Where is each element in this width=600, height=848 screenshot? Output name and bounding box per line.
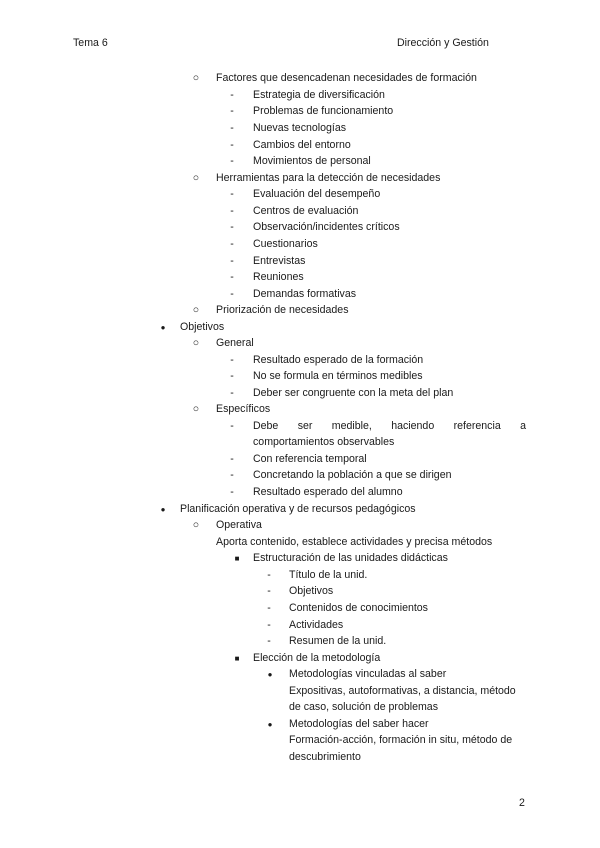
especificos-heading: Específicos xyxy=(216,403,271,415)
list-item: Resultado esperado del alumno xyxy=(253,486,403,498)
factores-heading: Factores que desencadenan necesidades de formación xyxy=(216,72,477,84)
bullet-icon: ● xyxy=(267,670,273,679)
herramientas-heading: Herramientas para la detección de necesidades xyxy=(216,172,441,184)
word: referencia xyxy=(453,420,501,432)
dash-icon: - xyxy=(230,255,234,267)
dash-icon: - xyxy=(230,453,234,465)
circle-bullet-icon: ○ xyxy=(192,304,200,316)
word: haciendo xyxy=(391,420,435,432)
metodologias-hacer-heading: Metodologías del saber hacer xyxy=(289,718,429,730)
list-item: Demandas formativas xyxy=(253,288,357,300)
list-item: Concretando la población a que se dirigen xyxy=(253,469,452,481)
dash-icon: - xyxy=(230,89,234,101)
list-item: Reuniones xyxy=(253,271,304,283)
paragraph-line: Formación-acción, formación in situ, método de xyxy=(289,734,513,746)
list-item: Centros de evaluación xyxy=(253,205,359,217)
bullet-icon: ● xyxy=(160,505,166,514)
metodologias-saber-heading: Metodologías vinculadas al saber xyxy=(289,668,447,680)
list-item-continuation: comportamientos observables xyxy=(253,436,395,448)
list-item: No se formula en términos medibles xyxy=(253,370,423,382)
dash-icon: - xyxy=(267,635,271,647)
dash-icon: - xyxy=(230,188,234,200)
word: Debe xyxy=(253,420,279,432)
list-item: Observación/incidentes críticos xyxy=(253,221,400,233)
square-bullet-icon: ■ xyxy=(234,554,240,563)
list-item: Resumen de la unid. xyxy=(289,635,387,647)
planificacion-heading: Planificación operativa y de recursos pedagógicos xyxy=(180,503,416,515)
dash-icon: - xyxy=(230,105,234,117)
word: ser xyxy=(297,420,313,432)
list-item: Nuevas tecnologías xyxy=(253,122,347,134)
dash-icon: - xyxy=(267,602,271,614)
dash-icon: - xyxy=(230,238,234,250)
list-item: Con referencia temporal xyxy=(253,453,367,465)
dash-icon: - xyxy=(230,354,234,366)
list-item: Título de la unid. xyxy=(289,569,368,581)
priorizacion-heading: Priorización de necesidades xyxy=(216,304,349,316)
eleccion-heading: Elección de la metodología xyxy=(253,652,381,664)
list-item: Objetivos xyxy=(289,585,334,597)
circle-bullet-icon: ○ xyxy=(192,403,200,415)
list-item: Problemas de funcionamiento xyxy=(253,105,394,117)
list-item: Deber ser congruente con la meta del plan xyxy=(253,387,454,399)
list-item: Entrevistas xyxy=(253,255,306,267)
list-item: Cambios del entorno xyxy=(253,139,351,151)
circle-bullet-icon: ○ xyxy=(192,72,200,84)
list-item: Actividades xyxy=(289,619,344,631)
estructuracion-heading: Estructuración de las unidades didácticas xyxy=(253,552,448,564)
list-item: Cuestionarios xyxy=(253,238,318,250)
objetivos-heading: Objetivos xyxy=(180,321,225,333)
circle-bullet-icon: ○ xyxy=(192,337,200,349)
dash-icon: - xyxy=(230,288,234,300)
dash-icon: - xyxy=(230,420,234,432)
word: a xyxy=(520,420,526,432)
word: medible, xyxy=(331,420,372,432)
header-left: Tema 6 xyxy=(73,37,108,49)
list-item: Evaluación del desempeño xyxy=(253,188,381,200)
dash-icon: - xyxy=(230,469,234,481)
dash-icon: - xyxy=(230,486,234,498)
operativa-heading: Operativa xyxy=(216,519,262,531)
circle-bullet-icon: ○ xyxy=(192,172,200,184)
bullet-icon: ● xyxy=(267,720,273,729)
list-item: Movimientos de personal xyxy=(253,155,371,167)
dash-icon: - xyxy=(230,139,234,151)
dash-icon: - xyxy=(230,155,234,167)
header-right: Dirección y Gestión xyxy=(397,37,489,49)
dash-icon: - xyxy=(267,569,271,581)
dash-icon: - xyxy=(230,387,234,399)
circle-bullet-icon: ○ xyxy=(192,519,200,531)
list-item: Contenidos de conocimientos xyxy=(289,602,428,614)
operativa-description: Aporta contenido, establece actividades y precisa métodos xyxy=(216,536,493,548)
square-bullet-icon: ■ xyxy=(234,654,240,663)
dash-icon: - xyxy=(230,271,234,283)
dash-icon: - xyxy=(267,585,271,597)
list-item: Estrategia de diversificación xyxy=(253,89,385,101)
dash-icon: - xyxy=(230,370,234,382)
bullet-icon: ● xyxy=(160,323,166,332)
list-item: Resultado esperado de la formación xyxy=(253,354,424,366)
dash-icon: - xyxy=(230,122,234,134)
general-heading: General xyxy=(216,337,254,349)
paragraph-line: de caso, solución de problemas xyxy=(289,701,438,713)
page-number: 2 xyxy=(519,797,525,809)
paragraph-line: descubrimiento xyxy=(289,751,361,763)
dash-icon: - xyxy=(267,619,271,631)
list-item-justified xyxy=(253,420,526,433)
paragraph-line: Expositivas, autoformativas, a distancia, método xyxy=(289,685,516,697)
dash-icon: - xyxy=(230,221,234,233)
dash-icon: - xyxy=(230,205,234,217)
